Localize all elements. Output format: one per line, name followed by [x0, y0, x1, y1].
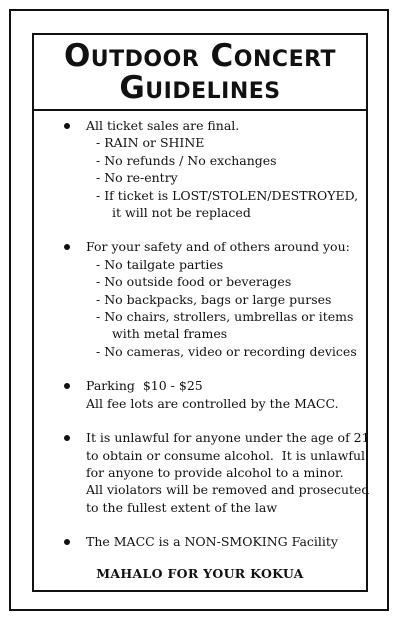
list-item-subtext: - If ticket is LOST/STOLEN/DESTROYED, — [96, 187, 359, 203]
guidelines-box — [32, 33, 368, 592]
list-item-safety — [34, 238, 366, 360]
list-item-subtext: - No re-entry — [96, 170, 178, 186]
list-item-subtext: - No backpacks, bags or large purses — [96, 291, 332, 307]
guidelines-list — [34, 117, 370, 568]
list-item-text: For your safety and of others around you: — [86, 239, 350, 255]
bullet-icon — [64, 244, 70, 250]
list-item-ticket-sales — [34, 117, 366, 221]
list-item-subtext: it will not be replaced — [112, 205, 251, 221]
page-title-line-2: Guidelines — [119, 70, 281, 106]
title-block — [34, 35, 366, 111]
page-title-line-1: Outdoor Concert — [63, 38, 337, 74]
list-item-subtext: - No cameras, video or recording devices — [96, 343, 357, 359]
closing-message: MAHALO FOR YOUR KOKUA — [96, 566, 304, 581]
list-item-text: It is unlawful for anyone under the age of 21 — [86, 430, 370, 446]
bullet-icon — [64, 123, 70, 129]
list-item-text: for anyone to provide alcohol to a minor. — [86, 464, 344, 480]
list-item-parking — [34, 377, 366, 412]
list-item-text: to the fullest extent of the law — [86, 499, 278, 515]
bullet-icon — [64, 539, 70, 545]
bullet-icon — [64, 383, 70, 389]
bullet-icon — [64, 435, 70, 441]
list-item-text: Parking $10 - $25 — [86, 378, 203, 394]
list-item-text: All ticket sales are final. — [86, 118, 240, 133]
list-item-subtext: with metal frames — [112, 326, 228, 342]
list-item-text: to obtain or consume alcohol. It is unlawful — [86, 447, 366, 463]
list-item-text: The MACC is a NON-SMOKING Facility — [86, 534, 338, 550]
list-item-text: All fee lots are controlled by the MACC. — [86, 395, 339, 411]
list-item-subtext: - No tailgate parties — [96, 256, 224, 272]
list-item-subtext: - No refunds / No exchanges — [96, 152, 277, 168]
list-item-subtext: - No outside food or beverages — [96, 274, 292, 290]
list-item-text: All violators will be removed and prosecuted — [86, 482, 370, 498]
list-item-subtext: - No chairs, strollers, umbrellas or items — [96, 309, 354, 325]
list-item-smoking — [34, 533, 366, 550]
list-item-subtext: - RAIN or SHINE — [96, 135, 205, 151]
list-item-alcohol — [34, 429, 370, 516]
